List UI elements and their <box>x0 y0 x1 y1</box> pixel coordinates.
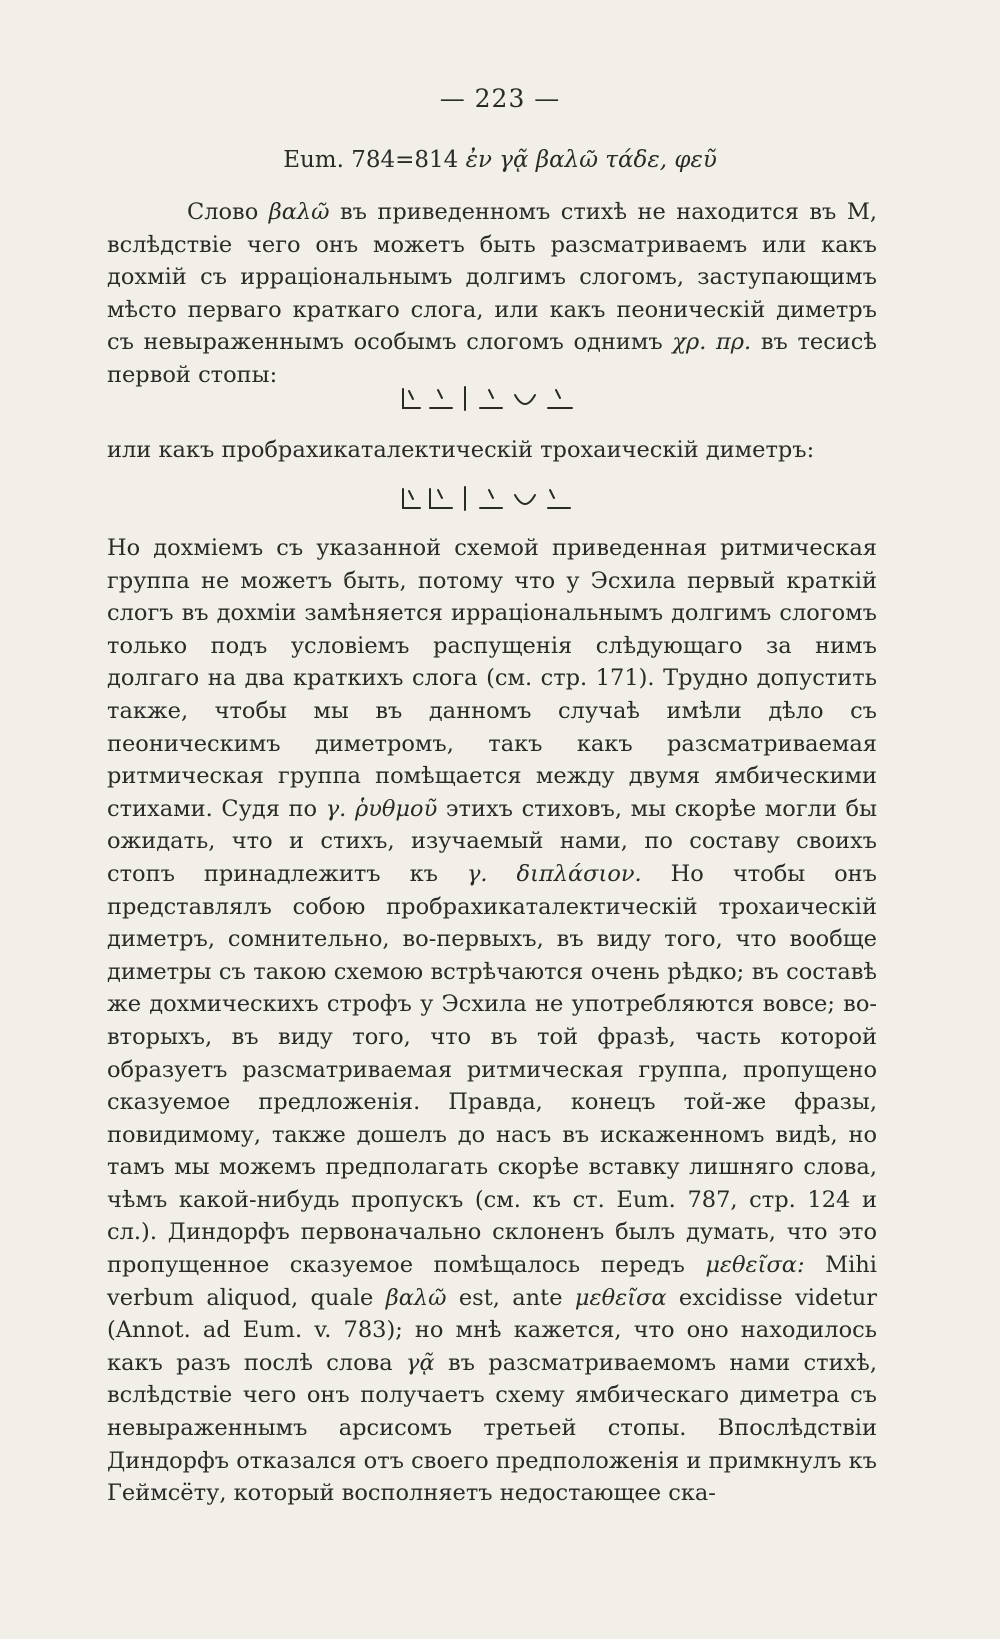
text-run: въ разсматриваемомъ нами стихѣ, вслѣдствіе чего онъ получаетъ схему ямбическаго диметра съ невыраженнымъ арсисомъ третьей стопы. Впослѣдствіи Диндорфъ отказался отъ своего предположенія и примкнулъ къ Геймсёту, который восполняетъ недостающее ска- <box>107 1349 877 1507</box>
text-run: въ тесисѣ первой стопы: <box>107 329 877 388</box>
paragraph-1 <box>107 196 877 392</box>
meter-scheme-1-icon <box>400 383 600 413</box>
page-number: — 223 — <box>439 84 561 113</box>
metrical-scheme-2 <box>0 483 1000 517</box>
text-run: Mihi verbum aliquod, quale <box>107 1252 877 1311</box>
greek-word: γ. διπλάσιον. <box>466 860 642 887</box>
text-run: excidisse videtur (Annot. ad Eum. v. 783); но мнѣ кажется, что оно находилось какъ разъ послѣ слова <box>107 1284 878 1376</box>
text-run: Но дохміемъ съ указанной схемой приведенная ритмическая группа не можетъ быть, потому что у Эсхила первый краткій слогъ въ дохміи замѣняется ирраціональнымъ долгимъ слогомъ только подъ условіемъ распущенія слѣдующаго за нимъ долгаго на два краткихъ слога (см. стр. 171). Трудно допустить также, чтобы мы въ данномъ случаѣ имѣли дѣло съ пеоническимъ диметромъ, такъ какъ разсматриваемая ритмическая группа помѣщается между двумя ямбическими стихами. Судя по <box>107 535 877 822</box>
metrical-scheme-1 <box>0 383 1000 417</box>
meter-scheme-2-icon <box>400 483 600 513</box>
verse-heading <box>0 147 1000 173</box>
text-run: Но чтобы онъ представлялъ собою пробрахикаталектическій трохаическій диметръ, сомнительно, во-первыхъ, въ виду того, что вообще диметры съ такою схемою встрѣчаются очень рѣдко; въ составѣ же дохмическихъ строфъ у Эсхила не употребляются вовсе; во-вторыхъ, въ виду того, что въ той фразѣ, часть которой образуетъ разсматриваемая ритмическая группа, пропущено сказуемое предложенія. Правда, конецъ той-же фразы, повидимому, также дошелъ до насъ въ искаженномъ видѣ, но тамъ мы можемъ предполагать скорѣе вставку лишняго слова, чѣмъ какой-нибудь пропускъ (см. къ ст. Eum. 787, стр. 124 и сл.). Диндорфъ первоначально склоненъ былъ думать, что это пропущенное сказуемое помѣщалось передъ <box>107 860 877 1279</box>
greek-word: μεθεῖσα <box>574 1284 667 1311</box>
verse-greek-text: ἐν γᾷ βαλῶ τάδε, φεῦ <box>465 147 717 173</box>
verse-reference: Eum. 784=814 <box>283 147 459 173</box>
text-run: этихъ стиховъ, мы скорѣе могли бы ожидать, что и стихъ, изучаемый нами, по составу своихъ стопъ принадлежитъ къ <box>107 795 877 887</box>
greek-word: χρ. πρ. <box>672 329 752 356</box>
greek-word: μεθεῖσα: <box>705 1252 805 1279</box>
text-run: est, ante <box>446 1284 575 1311</box>
greek-word: βαλῶ <box>268 199 330 225</box>
greek-word: βαλῶ <box>385 1284 447 1311</box>
text-run: Слово <box>187 199 269 225</box>
text-run: или какъ пробрахикаталектическій трохаическій диметръ: <box>107 437 815 463</box>
paragraph-2 <box>107 434 877 467</box>
text-run: въ приведенномъ стихѣ не находится въ M, вслѣдствіе чего онъ можетъ быть разсматриваемъ или какъ дохмій съ ирраціональнымъ долгимъ слогомъ, заступающимъ мѣсто перваго краткаго слога, или какъ пеоническій диметръ съ невыраженнымъ особымъ слогомъ однимъ <box>107 199 878 356</box>
paragraph-3 <box>107 532 877 1510</box>
greek-word: γ. ῥυθμοῦ <box>325 795 438 822</box>
greek-word: γᾷ <box>406 1349 435 1376</box>
